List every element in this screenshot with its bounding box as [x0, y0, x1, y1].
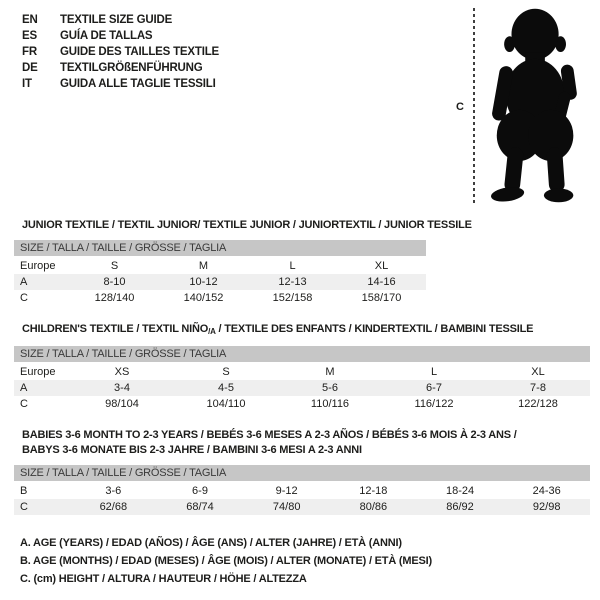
- table-title: [14, 218, 590, 233]
- row-label: A: [20, 276, 28, 288]
- size-cell: 152/158: [272, 292, 313, 304]
- table-row: [14, 258, 426, 274]
- size-cell: 122/128: [518, 398, 558, 410]
- size-cell: 104/110: [206, 398, 246, 410]
- size-cell: 6-7: [426, 382, 442, 394]
- language-title: GUIDA ALLE TAGLIE TESSILI: [60, 78, 216, 90]
- table-title-line: [22, 218, 590, 233]
- size-table: [14, 428, 590, 515]
- language-row: [22, 28, 219, 44]
- language-code: FR: [22, 46, 37, 58]
- language-title: GUÍA DE TALLAS: [60, 30, 153, 42]
- size-cell: 128/140: [94, 292, 135, 304]
- measure-legend: [20, 534, 432, 588]
- row-label: B: [20, 485, 28, 497]
- size-cell: 18-24: [445, 485, 475, 497]
- size-table: [14, 322, 590, 412]
- table-row: [14, 364, 590, 380]
- table-title-segment: CHILDREN'S TEXTILE / TEXTIL NIÑO: [22, 323, 209, 335]
- language-row: [22, 60, 219, 76]
- size-cell: XL: [374, 260, 389, 272]
- table-row: [14, 380, 590, 396]
- size-cell: 9-12: [275, 485, 298, 497]
- language-code: IT: [22, 78, 32, 90]
- table-row: [14, 290, 426, 306]
- size-cell: 12-13: [278, 276, 307, 288]
- row-label: Europe: [20, 260, 56, 272]
- size-cell: 92/98: [532, 501, 561, 513]
- language-title-list: [22, 12, 219, 92]
- size-header-bar: SIZE / TALLA / TAILLE / GRÖSSE / TAGLIA: [14, 240, 426, 256]
- row-label: C: [20, 501, 28, 513]
- language-code: DE: [22, 62, 38, 74]
- size-cell: M: [325, 366, 335, 378]
- table-title-line: [22, 322, 590, 339]
- size-cell: S: [222, 366, 230, 378]
- size-cell: L: [289, 260, 296, 272]
- legend-line: A. AGE (YEARS) / EDAD (AÑOS) / ÂGE (ANS) / ALTER (JAHRE) / ETÀ (ANNI): [20, 537, 402, 549]
- size-cell: 4-5: [218, 382, 234, 394]
- size-cell: M: [198, 260, 209, 272]
- size-cell: 8-10: [103, 276, 126, 288]
- height-dashed-line: [473, 8, 475, 206]
- size-cell: 12-18: [359, 485, 388, 497]
- size-cell: 24-36: [532, 485, 561, 497]
- table-row: [14, 396, 590, 412]
- language-code: EN: [22, 14, 38, 26]
- language-row: [22, 12, 219, 28]
- language-title: TEXTILGRÖßENFÜHRUNG: [60, 62, 203, 74]
- row-label: Europe: [20, 366, 56, 378]
- table-title-segment: JUNIOR TEXTILE / TEXTIL JUNIOR/ TEXTILE JUNIOR / JUNIORTEXTIL / JUNIOR TESSILE: [22, 219, 472, 231]
- size-cell: 110/116: [310, 398, 350, 410]
- language-title: TEXTILE SIZE GUIDE: [60, 14, 173, 26]
- size-cell: 74/80: [272, 501, 301, 513]
- row-label: C: [20, 398, 28, 410]
- table-title: [14, 322, 590, 339]
- size-cell: XL: [531, 366, 545, 378]
- size-cell: 5-6: [322, 382, 338, 394]
- size-cell: 10-12: [189, 276, 218, 288]
- table-title-segment: BABYS 3-6 MONATE BIS 2-3 JAHRE / BAMBINI 3-6 MESI A 2-3 ANNI: [22, 444, 362, 456]
- size-header-bar: SIZE / TALLA / TAILLE / GRÖSSE / TAGLIA: [14, 465, 590, 481]
- size-header-bar: SIZE / TALLA / TAILLE / GRÖSSE / TAGLIA: [14, 346, 590, 362]
- table-title-segment: BABIES 3-6 MONTH TO 2-3 YEARS / BEBÉS 3-6 MESES A 2-3 AÑOS / BÉBÉS 3-6 MOIS À 2-3 ANS /: [22, 429, 517, 441]
- size-cell: 80/86: [359, 501, 388, 513]
- size-cell: L: [430, 366, 438, 378]
- table-title: [14, 428, 590, 458]
- size-cell: 3-6: [105, 485, 122, 497]
- row-label: C: [20, 292, 28, 304]
- size-cell: 158/170: [361, 292, 402, 304]
- table-row: [14, 274, 426, 290]
- language-code: ES: [22, 30, 37, 42]
- size-cell: XS: [114, 366, 130, 378]
- language-row: [22, 76, 219, 92]
- table-row: [14, 483, 590, 499]
- legend-line: B. AGE (MONTHS) / EDAD (MESES) / ÂGE (MOIS) / ALTER (MONATE) / ETÀ (MESI): [20, 555, 432, 567]
- baby-silhouette-icon: [484, 6, 592, 206]
- size-cell: 98/104: [105, 398, 139, 410]
- measure-c-label: C: [456, 101, 464, 113]
- size-cell: 68/74: [186, 501, 214, 513]
- size-cell: 86/92: [446, 501, 474, 513]
- size-cell: 3-4: [114, 382, 130, 394]
- row-label: A: [20, 382, 28, 394]
- size-tables: [14, 218, 590, 531]
- size-cell: 62/68: [99, 501, 128, 513]
- height-measure-figure: [448, 5, 598, 209]
- size-cell: S: [110, 260, 119, 272]
- size-cell: 14-16: [367, 276, 396, 288]
- size-table: [14, 218, 590, 306]
- table-title-segment: /A: [208, 327, 216, 336]
- size-cell: 6-9: [192, 485, 208, 497]
- table-title-line: [22, 428, 590, 443]
- size-cell: 140/152: [183, 292, 224, 304]
- language-title: GUIDE DES TAILLES TEXTILE: [60, 46, 219, 58]
- table-title-line: [22, 443, 590, 458]
- legend-line: C. (cm) HEIGHT / ALTURA / HAUTEUR / HÖHE / ALTEZZA: [20, 573, 307, 585]
- size-cell: 7-8: [530, 382, 546, 394]
- language-row: [22, 44, 219, 60]
- size-cell: 116/122: [414, 398, 454, 410]
- table-title-segment: / TEXTILE DES ENFANTS / KINDERTEXTIL / BAMBINI TESSILE: [215, 323, 534, 335]
- table-row: [14, 499, 590, 515]
